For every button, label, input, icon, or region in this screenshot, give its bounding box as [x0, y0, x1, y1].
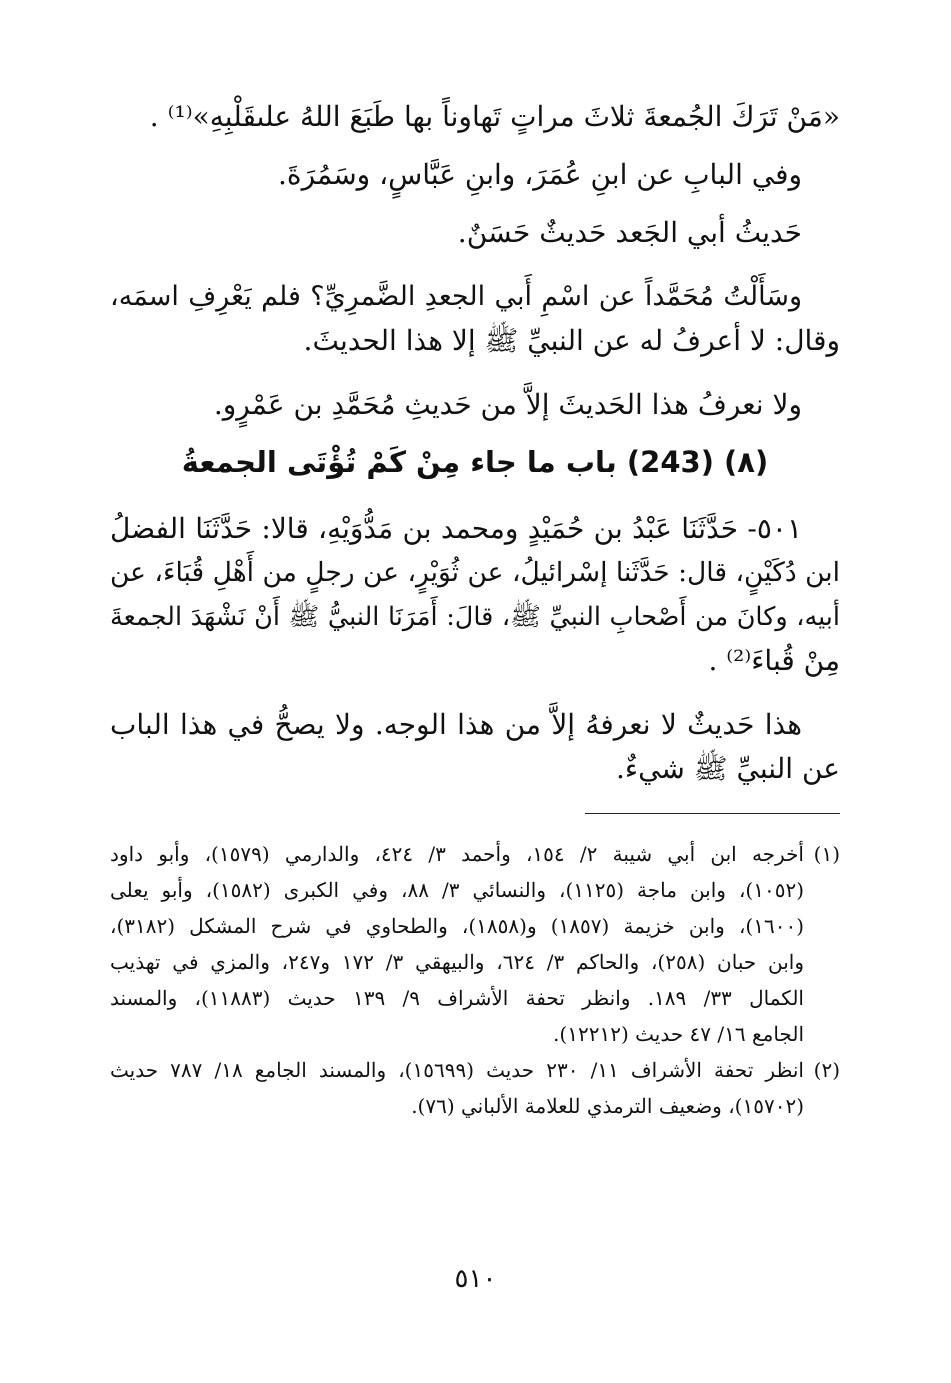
text-line: وسَأَلْتُ مُحَمَّداً عن اسْمِ أَبي الجعدِ الضَّمرِيِّ؟ فلم يَعْرِفِ اسمَه، [110, 281, 802, 312]
footnote-number: (١) [813, 842, 840, 866]
footnote-2 [110, 1052, 840, 1124]
footnote-line: الكمال ٣٣/ ١٨٩. وانظر تحفة الأشراف ٩/ ١٣٩ حديث (١١٨٨٣)، والمسند [110, 986, 804, 1010]
text-line: وقال: لا أعرفُ له عن النبيِّ ﷺ إلا هذا الحديثَ. [303, 324, 840, 357]
footnote-line: انظر تحفة الأشراف ١١/ ٢٣٠ حديث (١٥٦٩٩)، والمسند الجامع ١٨/ ٧٨٧ حديث [110, 1058, 804, 1082]
text-line: هذا حَديثٌ لا نعرفهُ إلاَّ من هذا الوجه. ولا يصحُّ في هذا الباب [110, 708, 802, 741]
hadith-text: «مَنْ تَرَكَ الجُمعةَ ثلاثَ مراتٍ تَهاوناً بها طَبَعَ اللهُ علىقَلْبِهِ»⁽¹⁾ . [149, 100, 840, 133]
footnote-line: وابن حبان (٢٥٨)، والحاكم ٣/ ٦٢٤، والبيهقي ٣/ ١٧٢ و٢٤٧، والمزي في تهذيب [110, 950, 805, 974]
paragraph-comment [110, 703, 840, 791]
footnote-line: (١٠٥٢)، وابن ماجة (١١٢٥)، والنسائي ٣/ ٨٨، وفي الكبرى (١٥٨٢)، وأبو يعلى [110, 878, 805, 902]
narration-note: ولا نعرفُ هذا الحَديثَ إلاَّ من حَديثِ مُحَمَّدِ بن عَمْرٍو. [213, 388, 802, 421]
page-content [110, 95, 840, 1124]
text-line: أبيه، وكانَ من أَصْحابِ النبيِّ ﷺ، قالَ: أَمَرَنَا النبيُّ ﷺ أَنْ نَشْهَدَ الجمعةَ [110, 602, 840, 632]
footnote-line: الجامع ١٦/ ٤٧ حديث (١٢٢١٢). [553, 1022, 804, 1046]
text-line: عن النبيِّ ﷺ شيءٌ. [616, 752, 840, 785]
paragraph-question [110, 275, 840, 363]
footnote-body [110, 836, 804, 1052]
chapter-heading: (٨) (243) باب ما جاء مِنْ كَمْ تُؤْتَى الجمعةُ [181, 445, 769, 479]
text-line: ٥٠١- حَدَّثَنَا عَبْدُ بن حُمَيْدٍ ومحمد بن مَدُّوَيْهِ، قالا: حَدَّثَنَا الفضلُ [110, 512, 802, 545]
footnote-line: (١٦٠٠)، وابن خزيمة (١٨٥٧) و(١٨٥٨)، والطحاوي في شرح المشكل (٣١٨٢)، [110, 914, 805, 938]
footnote-line: أخرجه ابن أبي شيبة ٢/ ١٥٤، وأحمد ٣/ ٤٢٤، والدارمي (١٥٧٩)، وأبو داود [110, 842, 804, 866]
footnote-body [110, 1052, 804, 1124]
footnote-line: (١٥٧٠٢)، وضعيف الترمذي للعلامة الألباني (٧٦). [411, 1094, 804, 1118]
footnote-1 [110, 836, 840, 1052]
footnote-number: (٢) [813, 1058, 840, 1082]
footnote-divider [585, 813, 840, 814]
hadith-501 [110, 507, 840, 683]
grading-text: حَديثُ أبي الجَعد حَديثٌ حَسَنٌ. [457, 216, 802, 249]
page-number: ٥١٠ [454, 1264, 497, 1294]
text-line: مِنْ قُباءَ⁽²⁾ . [708, 644, 840, 677]
chapter-note: وفي البابِ عن ابنِ عُمَرَ، وابنِ عَبَّاسٍ، وسَمُرَةَ. [278, 158, 802, 191]
text-line: ابن دُكَيْنٍ، قال: حَدَّثَنا إسْرائيلُ، عن ثُوَيْرٍ، عن رجلٍ من أَهْلِ قُبَاءَ، عن [110, 557, 840, 588]
